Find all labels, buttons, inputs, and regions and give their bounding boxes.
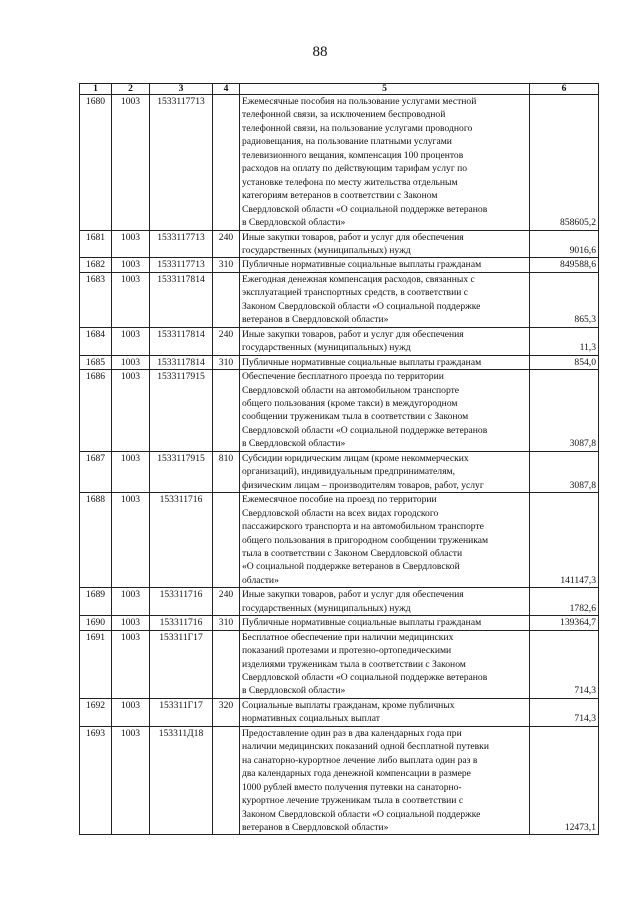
row-number: 1684: [80, 327, 112, 355]
expense-type-code: 310: [213, 616, 240, 630]
target-article-code: 1533117915: [150, 451, 213, 492]
target-article-code: 153311716: [150, 616, 213, 630]
header-row: [80, 84, 599, 95]
description-line: Иные закупки товаров, работ и услуг для обеспечения: [242, 589, 464, 601]
expense-type-code: 310: [213, 258, 240, 272]
description-line: пассажирского транспорта и на автомобильном транспорте: [242, 521, 484, 533]
table-row: [80, 230, 599, 258]
section-code: 1003: [112, 630, 150, 698]
description-line: два календарных года денежной компенсации в размере: [242, 768, 471, 780]
description: [240, 272, 530, 327]
header-col-2: 2: [112, 84, 150, 95]
description-line: нормативных социальных выплат: [242, 713, 380, 725]
description-line: сообщении труженикам тыла в соответствии с Законом: [242, 411, 469, 423]
table-row: [80, 370, 599, 452]
description-line: физическим лицам – производителям товаров, работ, услуг: [242, 479, 484, 491]
amount: 858605,2: [530, 95, 599, 231]
row-number: 1692: [80, 698, 112, 726]
description-line: телефонной связи, за исключением беспроводной: [242, 109, 446, 121]
description-line: на санаторно-курортное лечение либо выплата один раз в: [242, 754, 478, 766]
description: [240, 698, 530, 726]
target-article-code: 153311716: [150, 493, 213, 588]
amount: 141147,3: [530, 493, 599, 588]
description-line: Иные закупки товаров, работ и услуг для обеспечения: [242, 328, 464, 340]
description-line: Бесплатное обеспечение при наличии медицинских: [242, 631, 454, 643]
target-article-code: 1533117713: [150, 95, 213, 231]
description-line: Публичные нормативные социальные выплаты гражданам: [242, 356, 482, 368]
description-line: ветеранов в Свердловской области»: [242, 314, 389, 326]
row-number: 1682: [80, 258, 112, 272]
description-line: области»: [242, 574, 279, 586]
amount: 1782,6: [530, 588, 599, 616]
amount: 714,3: [530, 630, 599, 698]
description-line: Свердловской области на автомобильном транспорте: [242, 384, 460, 396]
section-code: 1003: [112, 726, 150, 835]
row-number: 1680: [80, 95, 112, 231]
expense-type-code: 240: [213, 327, 240, 355]
amount: 3087,8: [530, 451, 599, 492]
amount: 849588,6: [530, 258, 599, 272]
row-number: 1690: [80, 616, 112, 630]
description-line: Законом Свердловской области «О социальной поддержке: [242, 808, 481, 820]
description-line: 1000 рублей вместо получения путевки на санаторно-: [242, 781, 462, 793]
expense-type-code: 310: [213, 355, 240, 369]
description-line: Обеспечение бесплатного проезда по территории: [242, 371, 444, 383]
description-line: Иные закупки товаров, работ и услуг для обеспечения: [242, 231, 464, 243]
section-code: 1003: [112, 616, 150, 630]
description-line: Свердловской области «О социальной поддержке ветеранов: [242, 424, 488, 436]
description-line: Субсидии юридическим лицам (кроме некоммерческих: [242, 452, 469, 464]
amount: 12473,1: [530, 726, 599, 835]
row-number: 1685: [80, 355, 112, 369]
description-line: установке телефона по месту жительства отдельным: [242, 176, 458, 188]
expense-type-code: [213, 726, 240, 835]
amount: 9016,6: [530, 230, 599, 258]
target-article-code: 1533117814: [150, 272, 213, 327]
table-row: [80, 451, 599, 492]
description: [240, 370, 530, 452]
description-line: категориям ветеранов в соответствии с Законом: [242, 190, 438, 202]
description: [240, 258, 530, 272]
description-line: государственных (муниципальных) нужд: [242, 342, 411, 354]
description-line: Свердловской области «О социальной поддержке ветеранов: [242, 672, 488, 684]
description-line: телефонной связи, на пользование услугами проводного: [242, 122, 473, 134]
amount: 3087,8: [530, 370, 599, 452]
section-code: 1003: [112, 258, 150, 272]
expense-type-code: 240: [213, 230, 240, 258]
target-article-code: 153311Г17: [150, 630, 213, 698]
description: [240, 355, 530, 369]
target-article-code: 1533117814: [150, 327, 213, 355]
target-article-code: 153311Г17: [150, 698, 213, 726]
row-number: 1693: [80, 726, 112, 835]
header-col-3: 3: [150, 84, 213, 95]
description-line: «О социальной поддержке ветеранов в Свердловской: [242, 561, 460, 573]
section-code: 1003: [112, 355, 150, 369]
description-line: Ежегодная денежная компенсация расходов, связанных с: [242, 273, 475, 285]
section-code: 1003: [112, 230, 150, 258]
description-line: в Свердловской области»: [242, 438, 346, 450]
description-line: показаний протезами и протезно-ортопедическими: [242, 645, 452, 657]
description-line: государственных (муниципальных) нужд: [242, 602, 411, 614]
row-number: 1688: [80, 493, 112, 588]
description: [240, 726, 530, 835]
row-number: 1687: [80, 451, 112, 492]
description: [240, 230, 530, 258]
section-code: 1003: [112, 493, 150, 588]
description-line: курортное лечение труженикам тыла в соответствии с: [242, 795, 464, 807]
expense-type-code: [213, 630, 240, 698]
description-line: Ежемесячное пособие на проезд по территории: [242, 494, 437, 506]
expense-type-code: 240: [213, 588, 240, 616]
target-article-code: 1533117915: [150, 370, 213, 452]
section-code: 1003: [112, 327, 150, 355]
page-number: 88: [312, 44, 328, 60]
description: [240, 327, 530, 355]
expense-type-code: 320: [213, 698, 240, 726]
amount: 714,3: [530, 698, 599, 726]
table-row: [80, 493, 599, 588]
description-line: государственных (муниципальных) нужд: [242, 244, 411, 256]
budget-table: [79, 83, 599, 835]
expense-type-code: [213, 95, 240, 231]
amount: 139364,7: [530, 616, 599, 630]
section-code: 1003: [112, 588, 150, 616]
description-line: Свердловской области на всех видах городского: [242, 507, 439, 519]
description-line: общего пользования в пригородном сообщении труженикам: [242, 534, 489, 546]
description-line: расходов на оплату по действующим тарифам услуг по: [242, 163, 468, 175]
expense-type-code: [213, 272, 240, 327]
description: [240, 451, 530, 492]
table-row: [80, 95, 599, 231]
amount: 854,0: [530, 355, 599, 369]
section-code: 1003: [112, 95, 150, 231]
table-row: [80, 616, 599, 630]
table-body: [80, 95, 599, 835]
description-line: наличии медицинских показаний одной бесплатной путевки: [242, 741, 489, 753]
description-line: Публичные нормативные социальные выплаты гражданам: [242, 259, 482, 271]
description-line: Свердловской области «О социальной поддержке ветеранов: [242, 203, 488, 215]
amount: 11,3: [530, 327, 599, 355]
description-line: радиовещания, на пользование платными услугами: [242, 136, 452, 148]
description-line: организаций), индивидуальным предпринимателям,: [242, 466, 455, 478]
description-line: Предоставление один раз в два календарных года при: [242, 727, 462, 739]
description-line: в Свердловской области»: [242, 217, 346, 229]
header-col-1: 1: [80, 84, 112, 95]
row-number: 1681: [80, 230, 112, 258]
table-row: [80, 327, 599, 355]
header-col-6: 6: [530, 84, 599, 95]
description-line: ветеранов в Свердловской области»: [242, 822, 389, 834]
row-number: 1689: [80, 588, 112, 616]
expense-type-code: 810: [213, 451, 240, 492]
section-code: 1003: [112, 451, 150, 492]
target-article-code: 1533117814: [150, 355, 213, 369]
header-col-4: 4: [213, 84, 240, 95]
description-line: общего пользования (кроме такси) в междугородном: [242, 397, 458, 409]
amount: 865,3: [530, 272, 599, 327]
description-line: тыла в соответствии с Законом Свердловской области: [242, 547, 463, 559]
target-article-code: 153311716: [150, 588, 213, 616]
target-article-code: 1533117713: [150, 258, 213, 272]
table-row: [80, 726, 599, 835]
target-article-code: 1533117713: [150, 230, 213, 258]
header-col-5: 5: [240, 84, 530, 95]
section-code: 1003: [112, 370, 150, 452]
row-number: 1691: [80, 630, 112, 698]
table-row: [80, 272, 599, 327]
description-line: Ежемесячные пособия на пользование услугами местной: [242, 96, 477, 107]
target-article-code: 153311Д18: [150, 726, 213, 835]
description-line: телевизионного вещания, компенсация 100 процентов: [242, 149, 464, 161]
description: [240, 588, 530, 616]
description-line: эксплуатацией транспортных средств, в соответствии с: [242, 287, 468, 299]
description: [240, 630, 530, 698]
expense-type-code: [213, 493, 240, 588]
table-row: [80, 630, 599, 698]
table-row: [80, 258, 599, 272]
row-number: 1683: [80, 272, 112, 327]
description-line: Публичные нормативные социальные выплаты гражданам: [242, 617, 482, 629]
expense-type-code: [213, 370, 240, 452]
description-line: в Свердловской области»: [242, 685, 346, 697]
description-line: Законом Свердловской области «О социальной поддержке: [242, 300, 481, 312]
description-line: изделиями труженикам тыла в соответствии с Законом: [242, 658, 466, 670]
section-code: 1003: [112, 698, 150, 726]
table-row: [80, 588, 599, 616]
description: [240, 616, 530, 630]
table-row: [80, 698, 599, 726]
description-line: Социальные выплаты гражданам, кроме публичных: [242, 699, 455, 711]
description: [240, 493, 530, 588]
table-row: [80, 355, 599, 369]
section-code: 1003: [112, 272, 150, 327]
description: [240, 95, 530, 231]
row-number: 1686: [80, 370, 112, 452]
